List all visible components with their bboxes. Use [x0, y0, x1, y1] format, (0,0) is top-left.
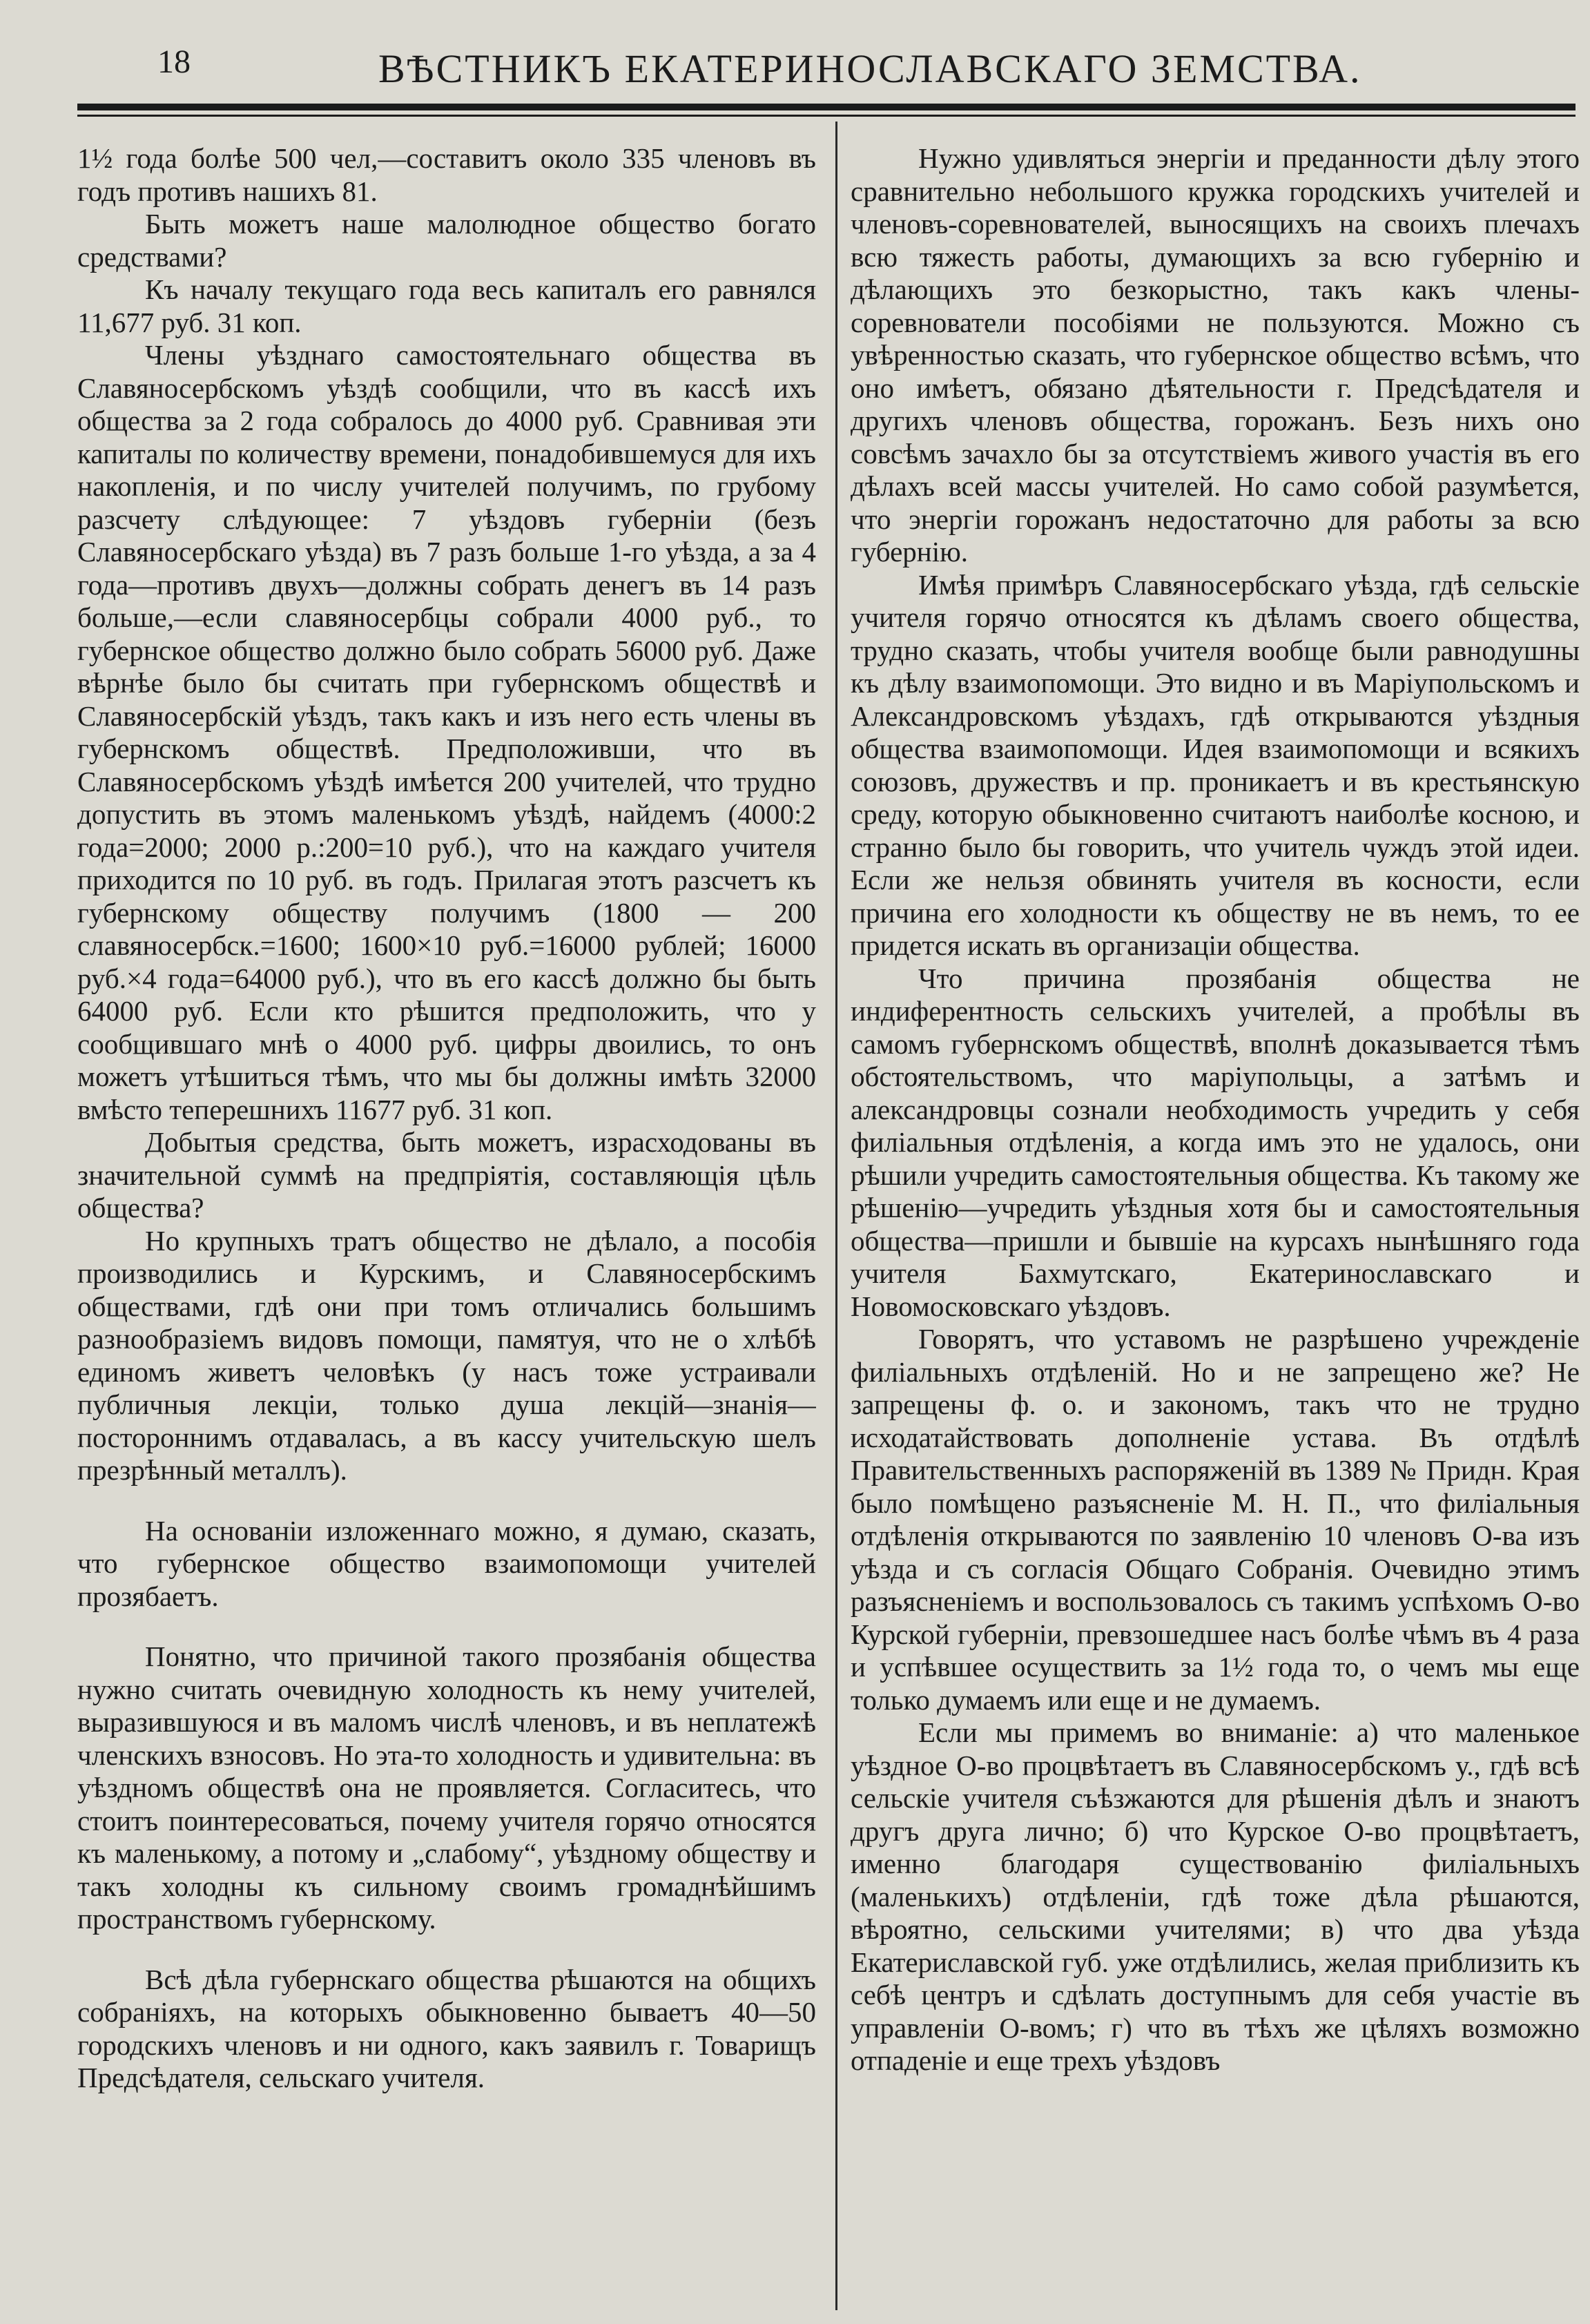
column-divider: [835, 122, 837, 2310]
paragraph: Говорятъ, что уставомъ не разрѣшено учрежденіе филіальныхъ отдѣленій. Но и не запрещено же? Не запрещены ф. о. и закономъ, такъ что не трудно исходатайствовать дополненіе устава. Въ отдѣлѣ Правительственныхъ распоряженій въ 1389 № Придн. Края было помѣщено разъясненіе М. Н. П., что филіальныя отдѣленія открываются по заявленію 10 членовъ О-ва изъ уѣзда и съ согласія Общаго Собранія. Очевидно этимъ разъясненіемъ и воспользовалось съ такимъ успѣхомъ О-во Курской губерніи, превзошедшее насъ болѣе чѣмъ въ 4 раза и успѣвшее осуществить за 1½ года то, о чемъ мы еще только думаемъ или еще и не думаемъ.: [851, 1323, 1580, 1716]
paragraph: Къ началу текущаго года весь капиталъ его равнялся 11,677 руб. 31 коп.: [77, 273, 816, 338]
paragraph: Всѣ дѣла губернскаго общества рѣшаются на общихъ собраніяхъ, на которыхъ обыкновенно бываетъ 40—50 городскихъ членовъ и ни одного, какъ заявилъ г. Товарищъ Предсѣдателя, сельскаго учителя.: [77, 1963, 816, 2093]
left-column: [77, 142, 816, 2310]
paragraph: 1½ года болѣе 500 чел,—составитъ около 335 членовъ въ годъ противъ нашихъ 81.: [77, 142, 816, 207]
paragraph: Если мы примемъ во вниманіе: а) что маленькое уѣздное О-во процвѣтаетъ въ Славяносербскомъ у., гдѣ всѣ сельскіе учителя съѣзжаются для рѣшенія дѣлъ и знаютъ другъ друга лично; б) что Курское О-во процвѣтаетъ, именно благодаря существованію филіальныхъ (маленькихъ) отдѣленіи, гдѣ тоже дѣла рѣшаются, вѣроятно, сельскими учителями; в) что два уѣзда Екатериславской губ. уже отдѣлились, желая приблизить къ себѣ центръ и сдѣлать доступнымъ для себя участіе въ управленіи О-вомъ; г) что въ тѣхъ же цѣляхъ возможно отпаденіе и еще трехъ уѣздовъ: [851, 1716, 1580, 2076]
right-column: [851, 142, 1580, 2310]
paragraph: Но крупныхъ тратъ общество не дѣлало, а пособія производились и Курскимъ, и Славяносербскимъ обществами, гдѣ они при томъ отличались большимъ разнообразіемъ видовъ помощи, памятуя, что не о хлѣбѣ единомъ живетъ человѣкъ (у насъ тоже устраивали публичныя лекціи, только душа лекцій—знанія—постороннимъ отдавалась, а въ кассу учительскую шелъ презрѣнный металлъ).: [77, 1224, 816, 1486]
paragraph: Члены уѣзднаго самостоятельнаго общества въ Славяносербскомъ уѣздѣ сообщили, что въ кассѣ ихъ общества за 2 года собралось до 4000 руб. Сравнивая эти капиталы по количеству времени, понадобившемуся для ихъ накопленія, и по числу учителей получимъ, по грубому разсчету слѣдующее: 7 уѣздовъ губерніи (безъ Славяносербскаго уѣзда) въ 7 разъ больше 1-го уѣзда, а за 4 года—противъ двухъ—должны собрать денегъ въ 14 разъ больше,—если славяносербцы собрали 4000 руб., то губернское общество должно было собрать 56000 руб. Даже вѣрнѣе было бы считать при губернскомъ обществѣ и Славяносербскій уѣздъ, такъ какъ и изъ него есть члены въ губернскомъ обществѣ. Предположивши, что въ Славяносербскомъ уѣздѣ имѣется 200 учителей, что трудно допустить въ этомъ маленькомъ уѣздѣ, найдемъ (4000:2 года=2000; 2000 р.:200=10 руб.), что на каждаго учителя приходится по 10 руб. въ годъ. Прилагая этотъ разсчетъ къ губернскому обществу получимъ (1800 — 200 славяносербск.=1600; 1600×10 руб.=16000 рублей; 16000 руб.×4 года=64000 руб.), что въ его кассѣ должно бы быть 64000 руб. Если кто рѣшится предположить, что у сообщившаго мнѣ о 4000 руб. цифры двоились, то онъ можетъ утѣшиться тѣмъ, что мы бы должны имѣть 32000 вмѣсто теперешнихъ 11677 руб. 31 коп.: [77, 339, 816, 1125]
paragraph: Нужно удивляться энергіи и преданности дѣлу этого сравнительно небольшого кружка городскихъ учителей и членовъ-соревнователей, выносящихъ на своихъ плечахъ всю тяжесть работы, думающихъ за всю губернію и дѣлающихъ это безкорыстно, такъ какъ члены-соревнователи пособіями не пользуются. Можно съ увѣренностью сказать, что губернское общество всѣмъ, что оно имѣетъ, обязано дѣятельности г. Предсѣдателя и другихъ членовъ общества, горожанъ. Безъ нихъ оно совсѣмъ зачахло бы за отсутствіемъ живого участія въ его дѣлахъ всей массы учителей. Но само собой разумѣется, что энергіи горожанъ недостаточно для работы за всю губернію.: [851, 142, 1580, 568]
paragraph: Понятно, что причиной такого прозябанія общества нужно считать очевидную холодность къ нему учителей, выразившуюся и въ маломъ числѣ членовъ, и въ неплатежѣ членскихъ взносовъ. Но эта-то холодность и удивительна: въ уѣздномъ обществѣ она не проявляется. Согласитесь, что стоитъ поинтересоваться, почему учителя горячо относятся къ маленькому, а потому и „слабому“, уѣздному обществу и такъ холодны къ сильному своимъ громаднѣйшимъ пространствомъ губернскому.: [77, 1640, 816, 1935]
journal-title: ВѢСТНИКЪ ЕКАТЕРИНОСЛАВСКАГО ЗЕМСТВА.: [378, 46, 1362, 91]
paragraph: Добытыя средства, быть можетъ, израсходованы въ значительной суммѣ на предпріятія, составляющія цѣль общества?: [77, 1126, 816, 1223]
paragraph: Что причина прозябанія общества не индиферентность сельскихъ учителей, а пробѣлы въ самомъ губернскомъ обществѣ, вполнѣ доказывается тѣмъ обстоятельствомъ, что маріупольцы, а затѣмъ и александровцы сознали необходимость учредить у себя филіальныя отдѣленія, а когда имъ это не удалось, они рѣшили учредить самостоятельныя общества. Къ такому же рѣшенію—учредить уѣздныя хотя бы и самостоятельныя общества—пришли и бывшіе на курсахъ нынѣшняго года учителя Бахмутскаго, Екатеринославскаго и Новомосковскаго уѣздовъ.: [851, 962, 1580, 1322]
paragraph: Имѣя примѣръ Славяносербскаго уѣзда, гдѣ сельскіе учителя горячо относятся къ дѣламъ своего общества, трудно сказать, чтобы учителя вообще были равнодушны къ дѣлу взаимопомощи. Это видно и въ Маріупольскомъ и Александровскомъ уѣздахъ, гдѣ открываются уѣздныя общества взаимопомощи. Идея взаимопомощи и всякихъ союзовъ, дружествъ и пр. проникаетъ и въ крестьянскую среду, которую обыкновенно считаютъ наиболѣе косною, и странно было бы говорить, что учитель чуждъ этой идеи. Если же нельзя обвинять учителя въ косности, если причина его холодности къ обществу не въ немъ, то ее придется искать въ организаціи общества.: [851, 568, 1580, 961]
paragraph: На основаніи изложеннаго можно, я думаю, сказать, что губернское общество взаимопомощи учителей прозябаетъ.: [77, 1514, 816, 1612]
header-rule: [77, 104, 1576, 110]
paragraph: Быть можетъ наше малолюдное общество богато средствами?: [77, 208, 816, 273]
header-rule-thin: [77, 115, 1576, 117]
page-number: 18: [157, 43, 191, 80]
